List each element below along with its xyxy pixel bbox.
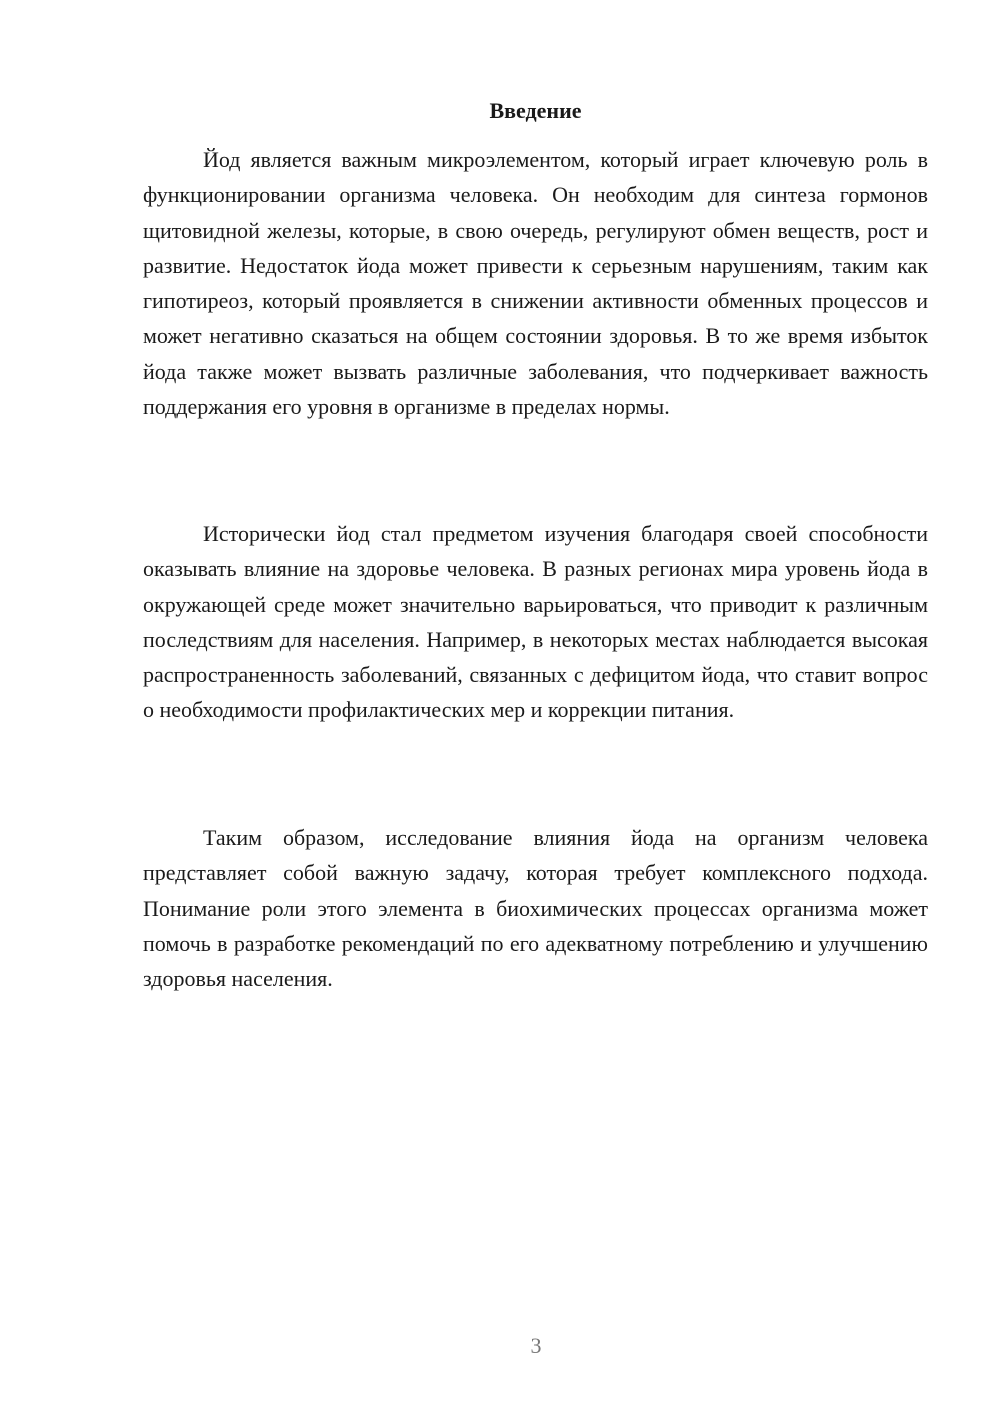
section-heading: Введение — [489, 98, 582, 123]
paragraph-2: Исторически йод стал предметом изучения благодаря своей способности оказывать влияние на здоровье человека. В разных регионах мира уровень йода в окружающей среде может значительно варьироваться, что приводит к различным последствиям для населения. Например, в некоторых местах наблюдается высокая распространенность заболеваний, связанных с дефицитом йода, что ставит вопрос о необходимости профилактических мер и коррекции питания. — [143, 521, 928, 723]
page-number: 3 — [530, 1333, 542, 1358]
paragraph-1: Йод является важным микроэлементом, который играет ключевую роль в функционировании организма человека. Он необходим для синтеза гормонов щитовидной железы, которые, в свою очередь, регулируют обмен веществ, рост и развитие. Недостаток йода может привести к серьезным нарушениям, таким как гипотиреоз, который проявляется в снижении активности обменных процессов и может негативно сказаться на общем состоянии здоровья. В то же время избыток йода также может вызвать различные заболевания, что подчеркивает важность поддержания его уровня в организме в пределах нормы. — [143, 147, 928, 420]
paragraph-3: Таким образом, исследование влияния йода на организм человека представляет собой важную задачу, которая требует комплексного подхода. Понимание роли этого элемента в биохимических процессах организма может помочь в разработке рекомендаций по его адекватному потреблению и улучшению здоровья населения. — [143, 825, 928, 992]
